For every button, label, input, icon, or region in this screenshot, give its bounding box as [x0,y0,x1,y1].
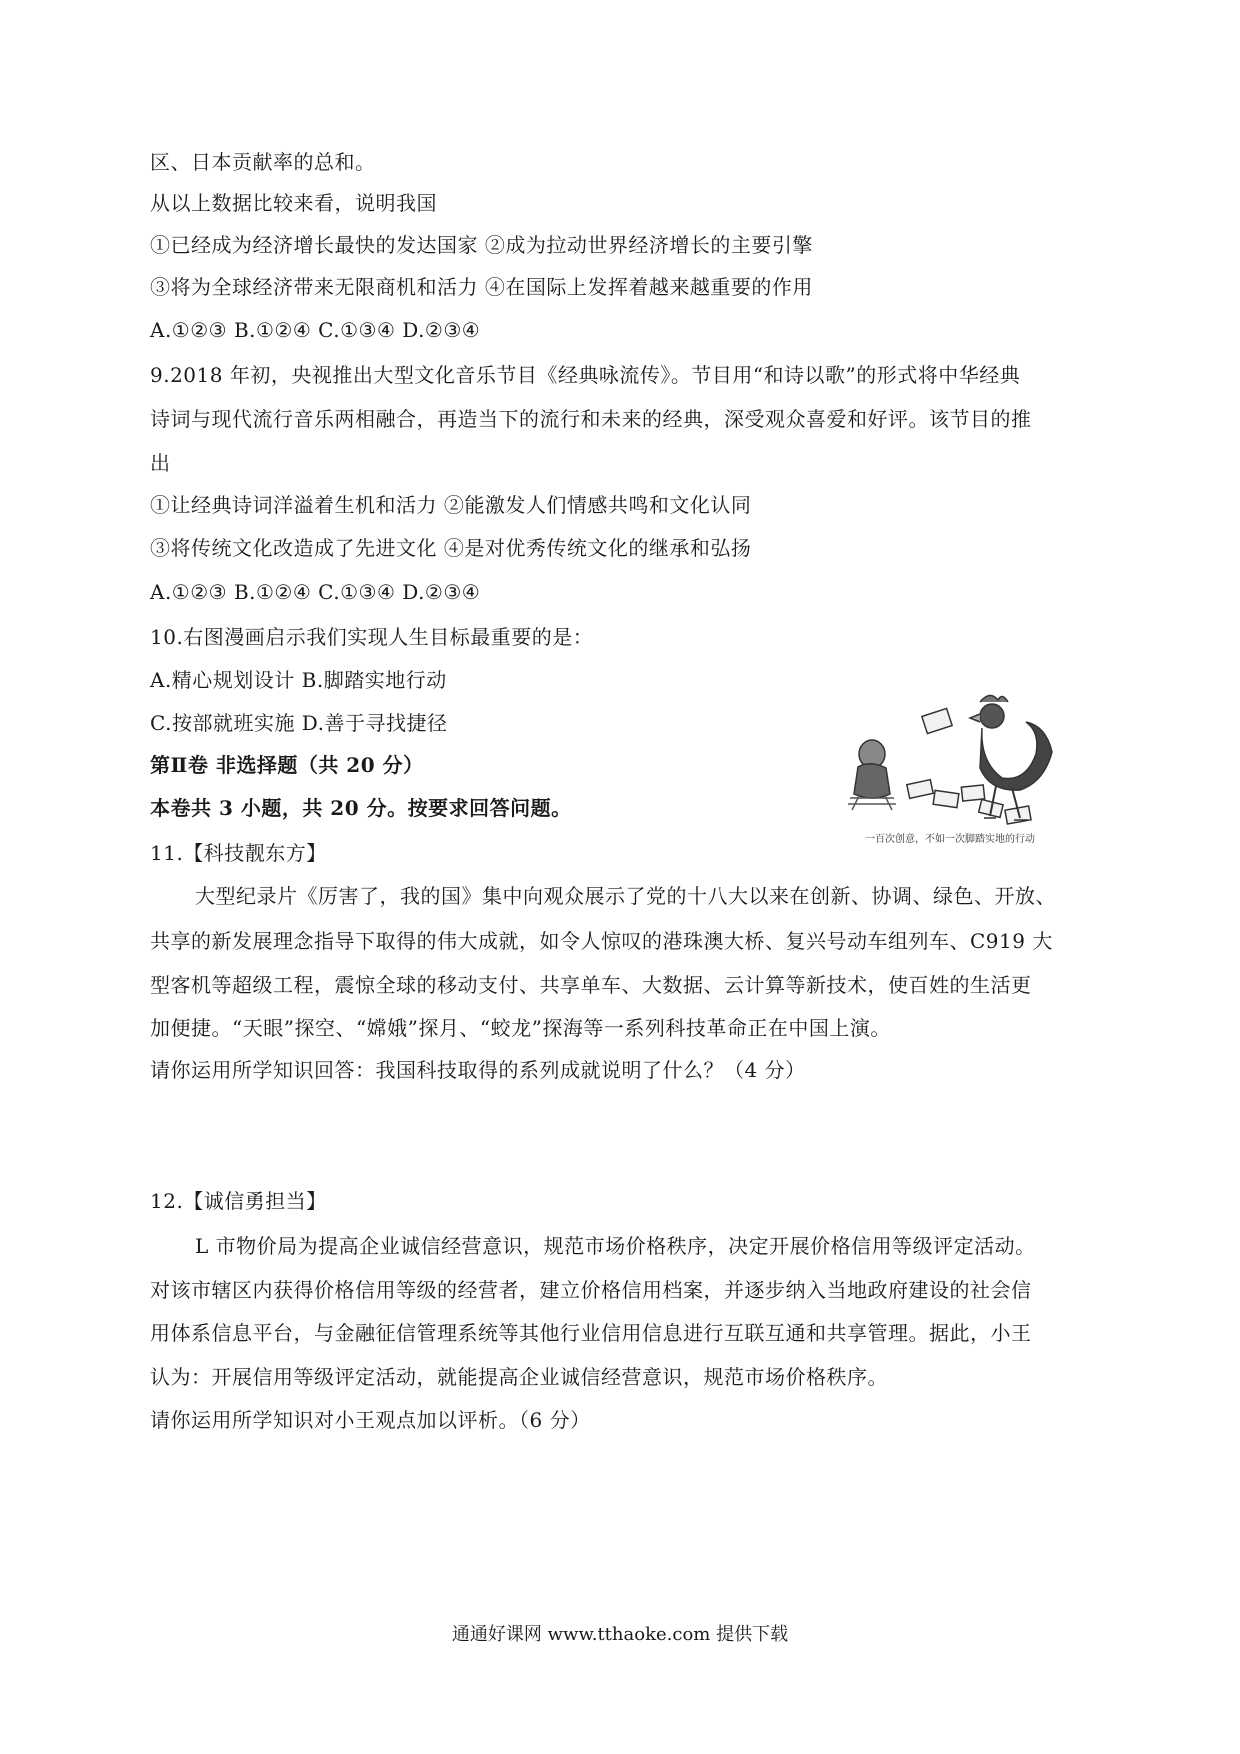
question-11-title: 11.【科技靓东方】 [150,841,327,865]
paragraph-line: 对该市辖区内获得价格信用等级的经营者，建立价格信用档案，并逐步纳入当地政府建设的社会信 [150,1278,1032,1302]
cartoon-caption: 一百次创意，不如一次脚踏实地的行动 [865,834,1035,845]
text-line: 出 [150,451,171,475]
question-12-title: 12.【诚信勇担当】 [150,1189,327,1213]
option-line: ①让经典诗词洋溢着生机和活力 ②能激发人们情感共鸣和文化认同 [150,493,752,517]
paragraph-line: 共享的新发展理念指导下取得的伟大成就，如令人惊叹的港珠澳大桥、复兴号动车组列车、C919 大 [150,929,1053,953]
text-line: 区、日本贡献率的总和。 [150,150,376,174]
page-footer: 通通好课网 www.tthaoke.com 提供下载 [451,1624,789,1645]
text-line: 诗词与现代流行音乐两相融合，再造当下的流行和未来的经典，深受观众喜爱和好评。该节目的推 [150,407,1032,431]
question-9: 9.2018 年初，央视推出大型文化音乐节目《经典咏流传》。节目用“和诗以歌”的形式将中华经典 [150,363,1021,387]
paragraph-line: L 市物价局为提高企业诚信经营意识，规范市场价格秩序，决定开展价格信用等级评定活动。 [195,1234,1036,1258]
section-instructions: 本卷共 3 小题，共 20 分。按要求回答问题。 [150,796,572,820]
question-10: 10.右图漫画启示我们实现人生目标最重要的是： [150,625,594,649]
option-line: A.精心规划设计 B.脚踏实地行动 [150,668,447,692]
question-stem: 从以上数据比较来看，说明我国 [150,191,437,215]
option-line: ①已经成为经济增长最快的发达国家 ②成为拉动世界经济增长的主要引擎 [150,233,813,257]
answer-choices: A.①②③ B.①②④ C.①③④ D.②③④ [150,318,481,342]
paragraph-line: 认为：开展信用等级评定活动，就能提高企业诚信经营意识，规范市场价格秩序。 [150,1365,888,1389]
answer-choices: A.①②③ B.①②④ C.①③④ D.②③④ [150,580,481,604]
section-heading: 第Ⅱ卷 非选择题（共 20 分） [150,753,424,777]
paragraph-line: 大型纪录片《厉害了，我的国》集中向观众展示了党的十八大以来在创新、协调、绿色、开放、 [195,884,1056,908]
question-prompt: 请你运用所学知识回答：我国科技取得的系列成就说明了什么？（4 分） [150,1058,806,1082]
cartoon-illustration [830,682,1070,847]
paragraph-line: 型客机等超级工程，震惊全球的移动支付、共享单车、大数据、云计算等新技术，使百姓的生活更 [150,973,1032,997]
paragraph-line: 用体系信息平台，与金融征信管理系统等其他行业信用信息进行互联互通和共享管理。据此，小王 [150,1321,1032,1345]
option-line: ③将为全球经济带来无限商机和活力 ④在国际上发挥着越来越重要的作用 [150,275,813,299]
paragraph-line: 加便捷。“天眼”探空、“嫦娥”探月、“蛟龙”探海等一系列科技革命正在中国上演。 [150,1016,891,1040]
option-line: ③将传统文化改造成了先进文化 ④是对优秀传统文化的继承和弘扬 [150,536,752,560]
question-prompt: 请你运用所学知识对小王观点加以评析。（6 分） [150,1408,591,1432]
option-line: C.按部就班实施 D.善于寻找捷径 [150,711,448,735]
